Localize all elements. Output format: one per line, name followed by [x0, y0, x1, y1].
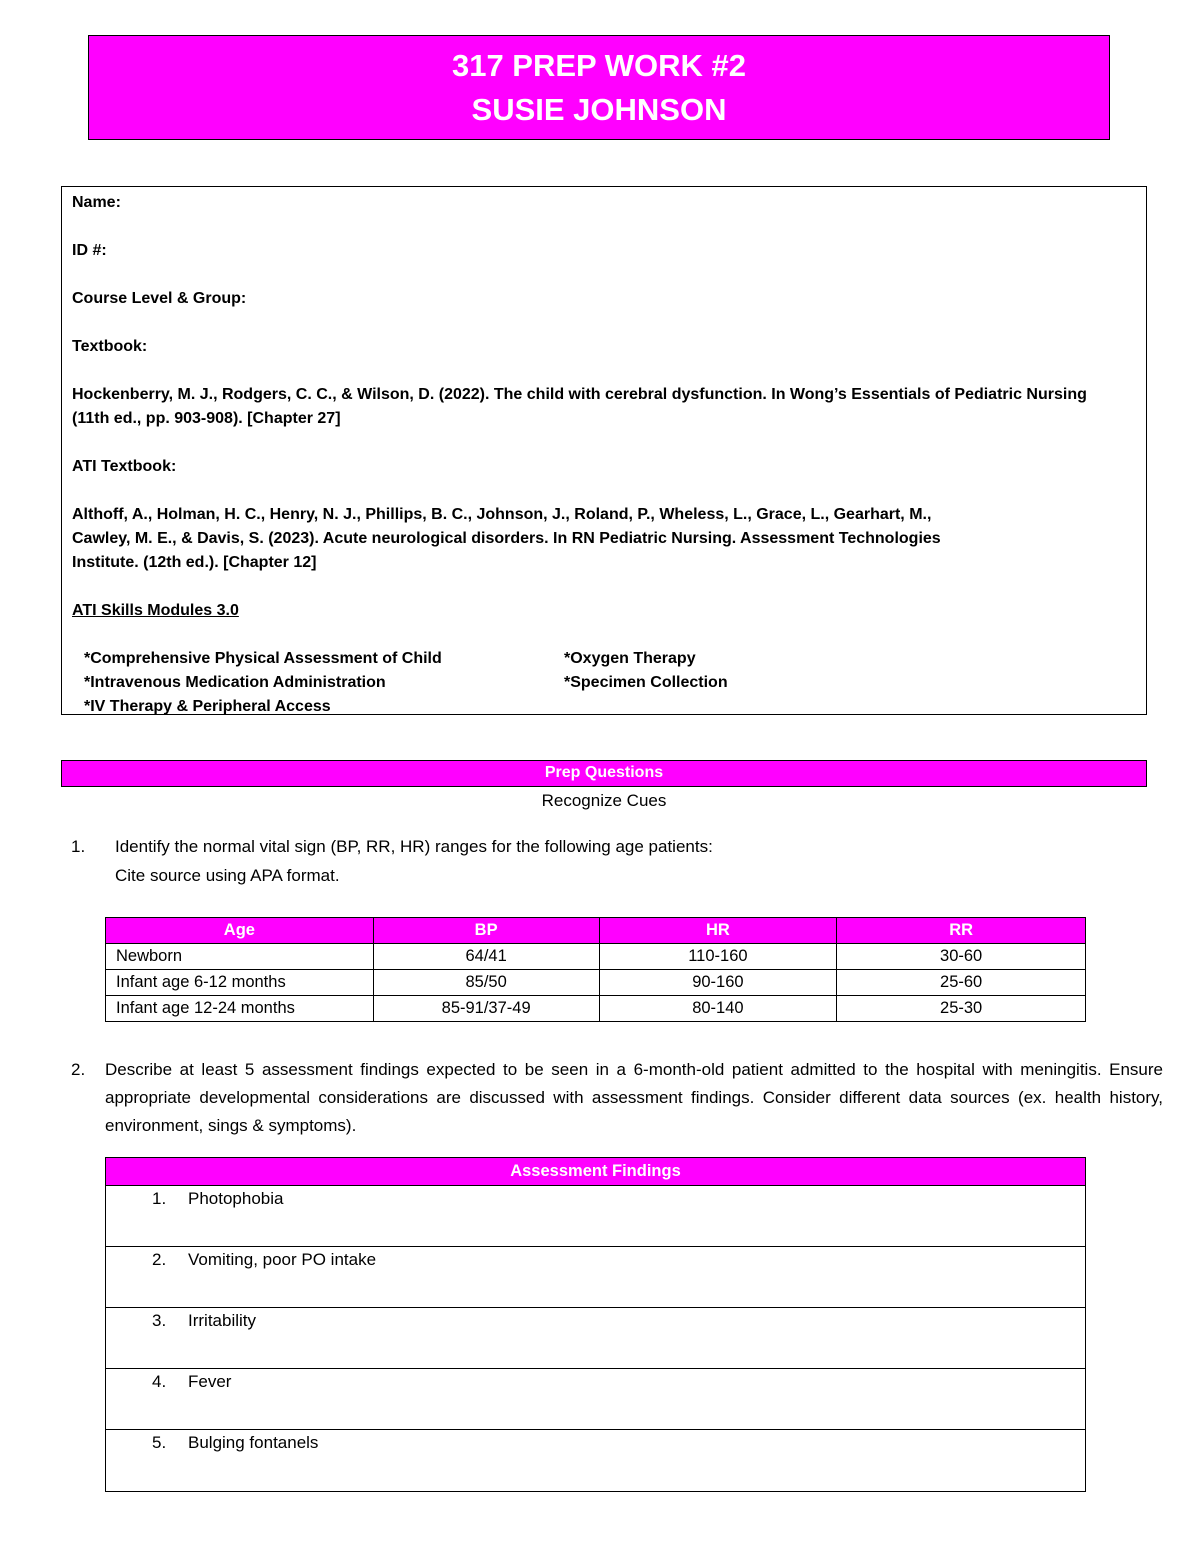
table-header-row: [106, 918, 1086, 944]
bp-cell: 85/50: [373, 970, 599, 996]
table-row: [106, 1186, 1085, 1247]
question-text: Describe at least 5 assessment findings expected to be seen in a 6-month-old patient admitted to the hospital with meningitis. Ensure appropriate developmental considerations are discussed with assessment findings. Consider different data sources (ex. health history, environment, sings & symptoms).: [105, 1060, 1163, 1135]
table-row: [106, 1308, 1085, 1369]
age-cell: Infant age 12-24 months: [106, 996, 374, 1022]
skills-list: [72, 647, 1136, 719]
column-header: BP: [373, 918, 599, 944]
bp-cell: 85-91/37-49: [373, 996, 599, 1022]
ati-reference-line: Cawley, M. E., & Davis, S. (2023). Acute neurological disorders. In RN Pediatric Nursing. Assessment Technologies: [72, 530, 941, 547]
table-row: [106, 1369, 1085, 1430]
skill-item: *Specimen Collection: [564, 674, 728, 691]
question-text: Identify the normal vital sign (BP, RR, HR) ranges for the following age patients:: [115, 837, 713, 856]
table-row: [106, 1430, 1085, 1492]
name-label: Name:: [72, 194, 121, 211]
hr-cell: 110-160: [599, 944, 837, 970]
skill-item: *Comprehensive Physical Assessment of Child: [84, 650, 442, 667]
rr-cell: 25-30: [837, 996, 1086, 1022]
table-row: [106, 970, 1086, 996]
vital-signs-table: [105, 917, 1086, 1022]
skills-modules-label: ATI Skills Modules 3.0: [72, 602, 239, 619]
table-row: [106, 944, 1086, 970]
student-info-box: [61, 186, 1147, 715]
finding-text: Irritability: [188, 1311, 257, 1330]
prep-questions-header: Prep Questions: [61, 760, 1147, 787]
question-number: 1.: [71, 837, 86, 856]
rr-cell: 25-60: [837, 970, 1086, 996]
assignment-title: 317 PREP WORK #2: [451, 48, 747, 83]
question-text: Cite source using APA format.: [115, 866, 340, 885]
finding-text: Photophobia: [188, 1189, 284, 1208]
question-2: [61, 1056, 1163, 1140]
column-header: Age: [106, 918, 374, 944]
skill-item: *IV Therapy & Peripheral Access: [84, 698, 331, 715]
hr-cell: 90-160: [599, 970, 837, 996]
age-cell: Infant age 6-12 months: [106, 970, 374, 996]
bp-cell: 64/41: [373, 944, 599, 970]
course-level-label: Course Level & Group:: [72, 290, 247, 307]
table-row: [106, 1247, 1085, 1308]
column-header: RR: [837, 918, 1086, 944]
finding-text: Vomiting, poor PO intake: [188, 1250, 377, 1269]
question-number: 2.: [71, 1060, 86, 1079]
age-cell: Newborn: [106, 944, 374, 970]
textbook-reference-line: (11th ed., pp. 903-908). [Chapter 27]: [72, 410, 341, 427]
textbook-reference-line: Hockenberry, M. J., Rodgers, C. C., & Wilson, D. (2022). The child with cerebral dysfunction. In Wong’s Essentials of Pediatric Nursing: [72, 386, 1087, 403]
patient-name: SUSIE JOHNSON: [471, 92, 727, 127]
recognize-cues-heading: Recognize Cues: [541, 791, 667, 810]
assessment-findings-table: [105, 1157, 1086, 1492]
finding-text: Bulging fontanels: [188, 1433, 319, 1452]
table-row: [106, 996, 1086, 1022]
finding-number: 3.: [152, 1311, 167, 1330]
rr-cell: 30-60: [837, 944, 1086, 970]
ati-reference-line: Althoff, A., Holman, H. C., Henry, N. J., Phillips, B. C., Johnson, J., Roland, P., Wheless, L., Grace, L., Gearhart, M.,: [72, 506, 932, 523]
question-1: [71, 832, 1071, 892]
ati-textbook-label: ATI Textbook:: [72, 458, 177, 475]
finding-number: 1.: [152, 1189, 167, 1208]
skill-item: *Oxygen Therapy: [564, 650, 696, 667]
finding-number: 4.: [152, 1372, 167, 1391]
finding-number: 5.: [152, 1433, 167, 1452]
skill-item: *Intravenous Medication Administration: [84, 674, 386, 691]
textbook-label: Textbook:: [72, 338, 148, 355]
id-label: ID #:: [72, 242, 107, 259]
finding-number: 2.: [152, 1250, 167, 1269]
hr-cell: 80-140: [599, 996, 837, 1022]
title-banner: [88, 35, 1110, 140]
assessment-findings-header: Assessment Findings: [106, 1158, 1085, 1186]
finding-text: Fever: [188, 1372, 232, 1391]
column-header: HR: [599, 918, 837, 944]
ati-reference-line: Institute. (12th ed.). [Chapter 12]: [72, 554, 317, 571]
